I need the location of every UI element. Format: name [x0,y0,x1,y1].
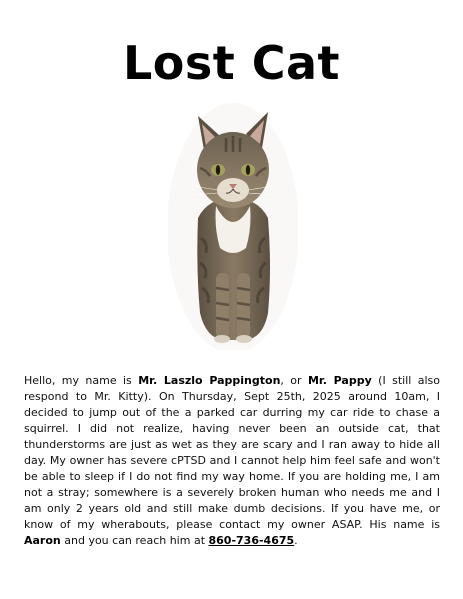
story-text: Hello, my name is [24,374,139,387]
story-text: . [294,534,298,547]
flyer-title: Lost Cat [122,36,341,90]
story-text: (I still also respond to Mr. Kitty). On Thursday, Sept 25th, 2025 around 10am, I decided to jump out of the a parked car durring my car ride to chase a squirrel. I did not realize, having never been an outside cat, that thunderstorms are just as wet as they are scary and I ran away to hide all day. My owner has severe cPTSD and I cannot help him feel safe and won't be able to sleep if I do not find my way home. If you are holding me, I am not a stray; somewhere is a severely broken human who needs me and I am only 2 years old and still make dumb decisions. If you have me, or know of my wherabouts, please contact my owner ASAP. His name is [24,374,440,531]
story-text: , or [280,374,308,387]
cat-full-name: Mr. Laszlo Pappington [138,374,281,387]
story-text: and you can reach him at [60,534,209,547]
owner-phone-number[interactable]: 860-736-4675 [208,534,295,547]
owner-name: Aaron [24,534,61,547]
story-paragraph [24,373,440,549]
cat-nickname: Mr. Pappy [307,374,372,387]
cat-photo [168,98,298,350]
